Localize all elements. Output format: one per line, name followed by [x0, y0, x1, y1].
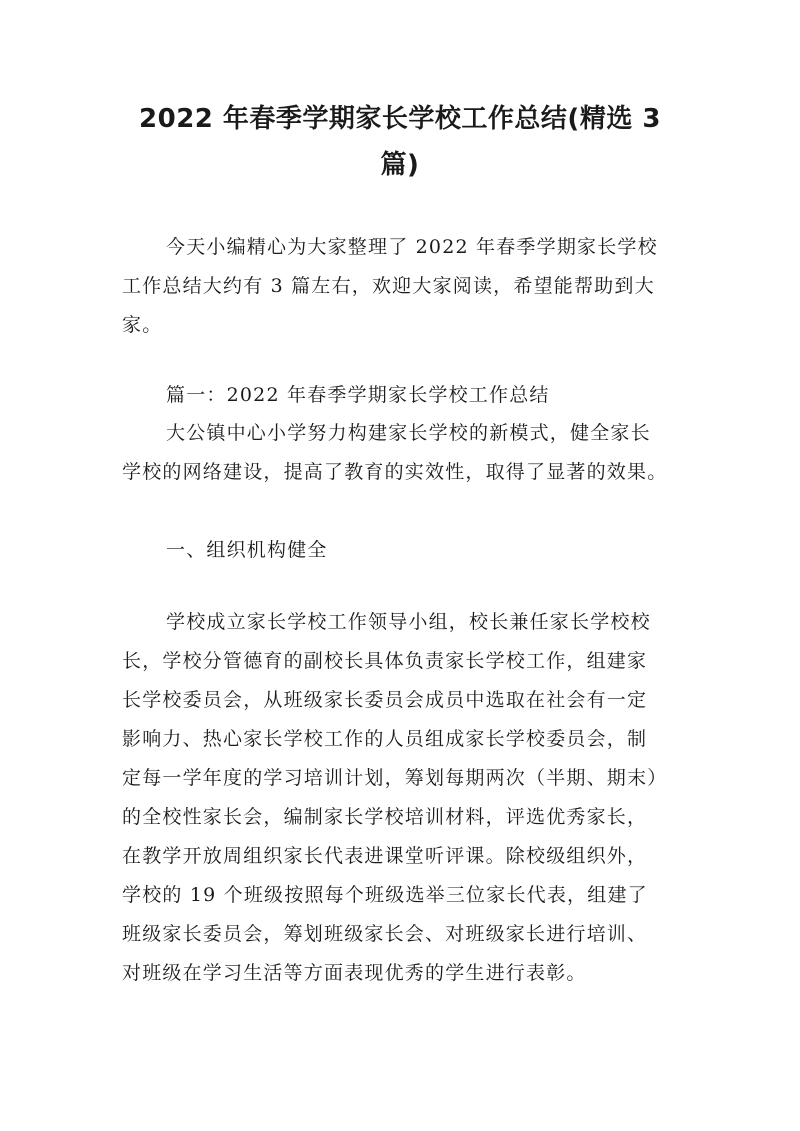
body-paragraph-2 [122, 603, 682, 993]
paragraph-line: 学校的 19 个班级按照每个班级选举三位家长代表，组建了 [122, 884, 648, 906]
paragraph-line: 在教学开放周组织家长代表进课堂听评课。除校级组织外， [122, 845, 648, 867]
intro-line: 家。 [122, 314, 163, 336]
intro-line: 工作总结大约有 3 篇左右，欢迎大家阅读，希望能帮助到大 [122, 275, 655, 297]
paragraph-line: 长，学校分管德育的副校长具体负责家长学校工作，组建家 [122, 650, 648, 672]
intro-paragraph [122, 228, 682, 345]
chapter-title [122, 376, 682, 415]
section-heading-text: 一、组织机构健全 [166, 539, 328, 561]
paragraph-line: 班级家长委员会，筹划班级家长会、对班级家长进行培训、 [122, 923, 648, 945]
paragraph-line: 学校成立家长学校工作领导小组，校长兼任家长学校校 [166, 611, 651, 633]
paragraph-line: 长学校委员会，从班级家长委员会成员中选取在社会有一定 [122, 689, 648, 711]
paragraph-line: 定每一学年度的学习培训计划，筹划每期两次（半期、期末） [122, 767, 668, 789]
title-line: 2022 年春季学期家长学校工作总结(精选 3 [139, 104, 661, 134]
paragraph-line: 的全校性家长会，编制家长学校培训材料，评选优秀家长， [122, 806, 648, 828]
body-paragraph-1 [122, 414, 682, 492]
paragraph-line: 学校的网络建设，提高了教育的实效性，取得了显著的效果。 [122, 461, 668, 483]
paragraph-line: 大公镇中心小学努力构建家长学校的新模式，健全家长 [166, 422, 651, 444]
section-heading [122, 531, 682, 570]
paragraph-line: 对班级在学习生活等方面表现优秀的学生进行表彰。 [122, 962, 587, 984]
document-title [110, 96, 690, 188]
paragraph-line: 影响力、热心家长学校工作的人员组成家长学校委员会，制 [122, 728, 648, 750]
chapter-title-text: 篇一：2022 年春季学期家长学校工作总结 [166, 384, 550, 406]
title-line: 篇) [380, 150, 420, 180]
intro-line: 今天小编精心为大家整理了 2022 年春季学期家长学校 [166, 236, 658, 258]
